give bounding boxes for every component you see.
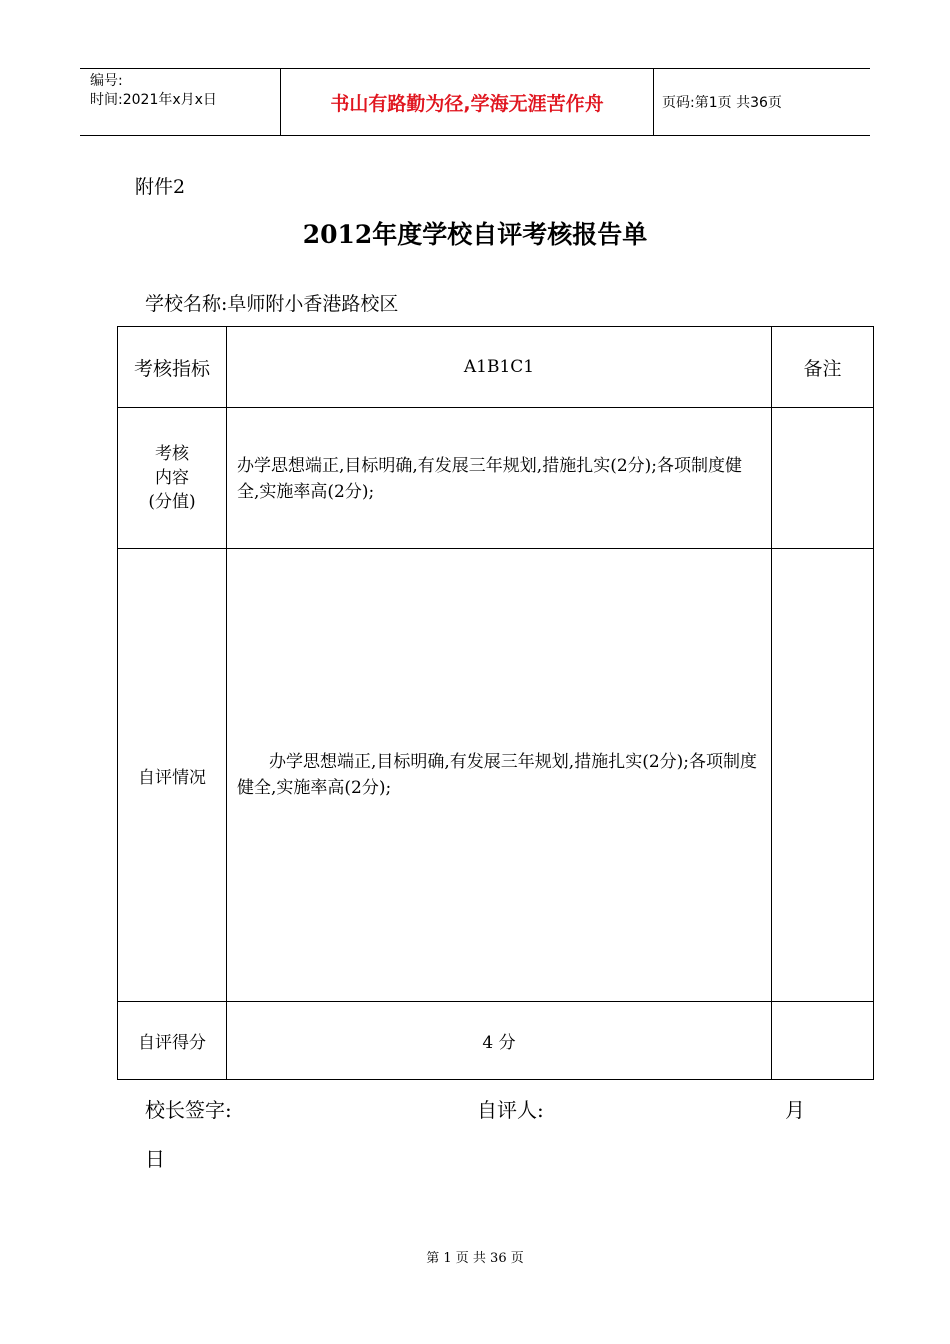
self-eval-content: 办学思想端正,目标明确,有发展三年规划,措施扎实(2分);各项制度健全,实施率高(2分); — [237, 752, 758, 798]
page-header — [80, 68, 870, 136]
table-row — [118, 408, 874, 549]
self-eval-label: 自评情况 — [118, 549, 227, 1002]
table-row — [118, 549, 874, 1002]
document-title: 2012年度学校自评考核报告单 — [302, 220, 648, 249]
principal-signature-label: 校长签字: — [145, 1098, 232, 1122]
page-footer: 第 1 页 共 36 页 — [426, 1251, 524, 1266]
self-eval-cell — [227, 549, 772, 1002]
remark-cell — [772, 1002, 874, 1080]
table-row — [118, 327, 874, 408]
self-score-value: 4 分 — [227, 1002, 772, 1080]
day-label: 日 — [145, 1147, 165, 1171]
content-label-line3: (分值) — [148, 492, 196, 512]
header-motto: 书山有路勤为径,学海无涯苦作舟 — [281, 69, 654, 135]
content-label-line2: 内容 — [155, 468, 189, 488]
month-label: 月 — [785, 1098, 805, 1122]
header-number: 编号: — [90, 73, 123, 89]
school-name: 学校名称:阜师附小香港路校区 — [145, 293, 399, 315]
evaluator-label: 自评人: — [477, 1098, 544, 1122]
attachment-label: 附件2 — [135, 176, 186, 198]
self-score-label: 自评得分 — [118, 1002, 227, 1080]
header-time: 时间:2021年x月x日 — [90, 92, 217, 108]
indicator-label: 考核指标 — [118, 327, 227, 408]
report-table — [117, 326, 874, 1080]
header-page-info: 页码:第1页 共36页 — [662, 95, 782, 111]
table-row — [118, 1002, 874, 1080]
assessment-content: 办学思想端正,目标明确,有发展三年规划,措施扎实(2分);各项制度健全,实施率高(2分); — [227, 408, 772, 549]
indicator-value: A1B1C1 — [227, 327, 772, 408]
header-meta — [80, 69, 281, 135]
remark-label: 备注 — [772, 327, 874, 408]
content-label-line1: 考核 — [155, 444, 189, 464]
remark-cell — [772, 549, 874, 1002]
remark-cell — [772, 408, 874, 549]
content-label — [118, 408, 227, 549]
